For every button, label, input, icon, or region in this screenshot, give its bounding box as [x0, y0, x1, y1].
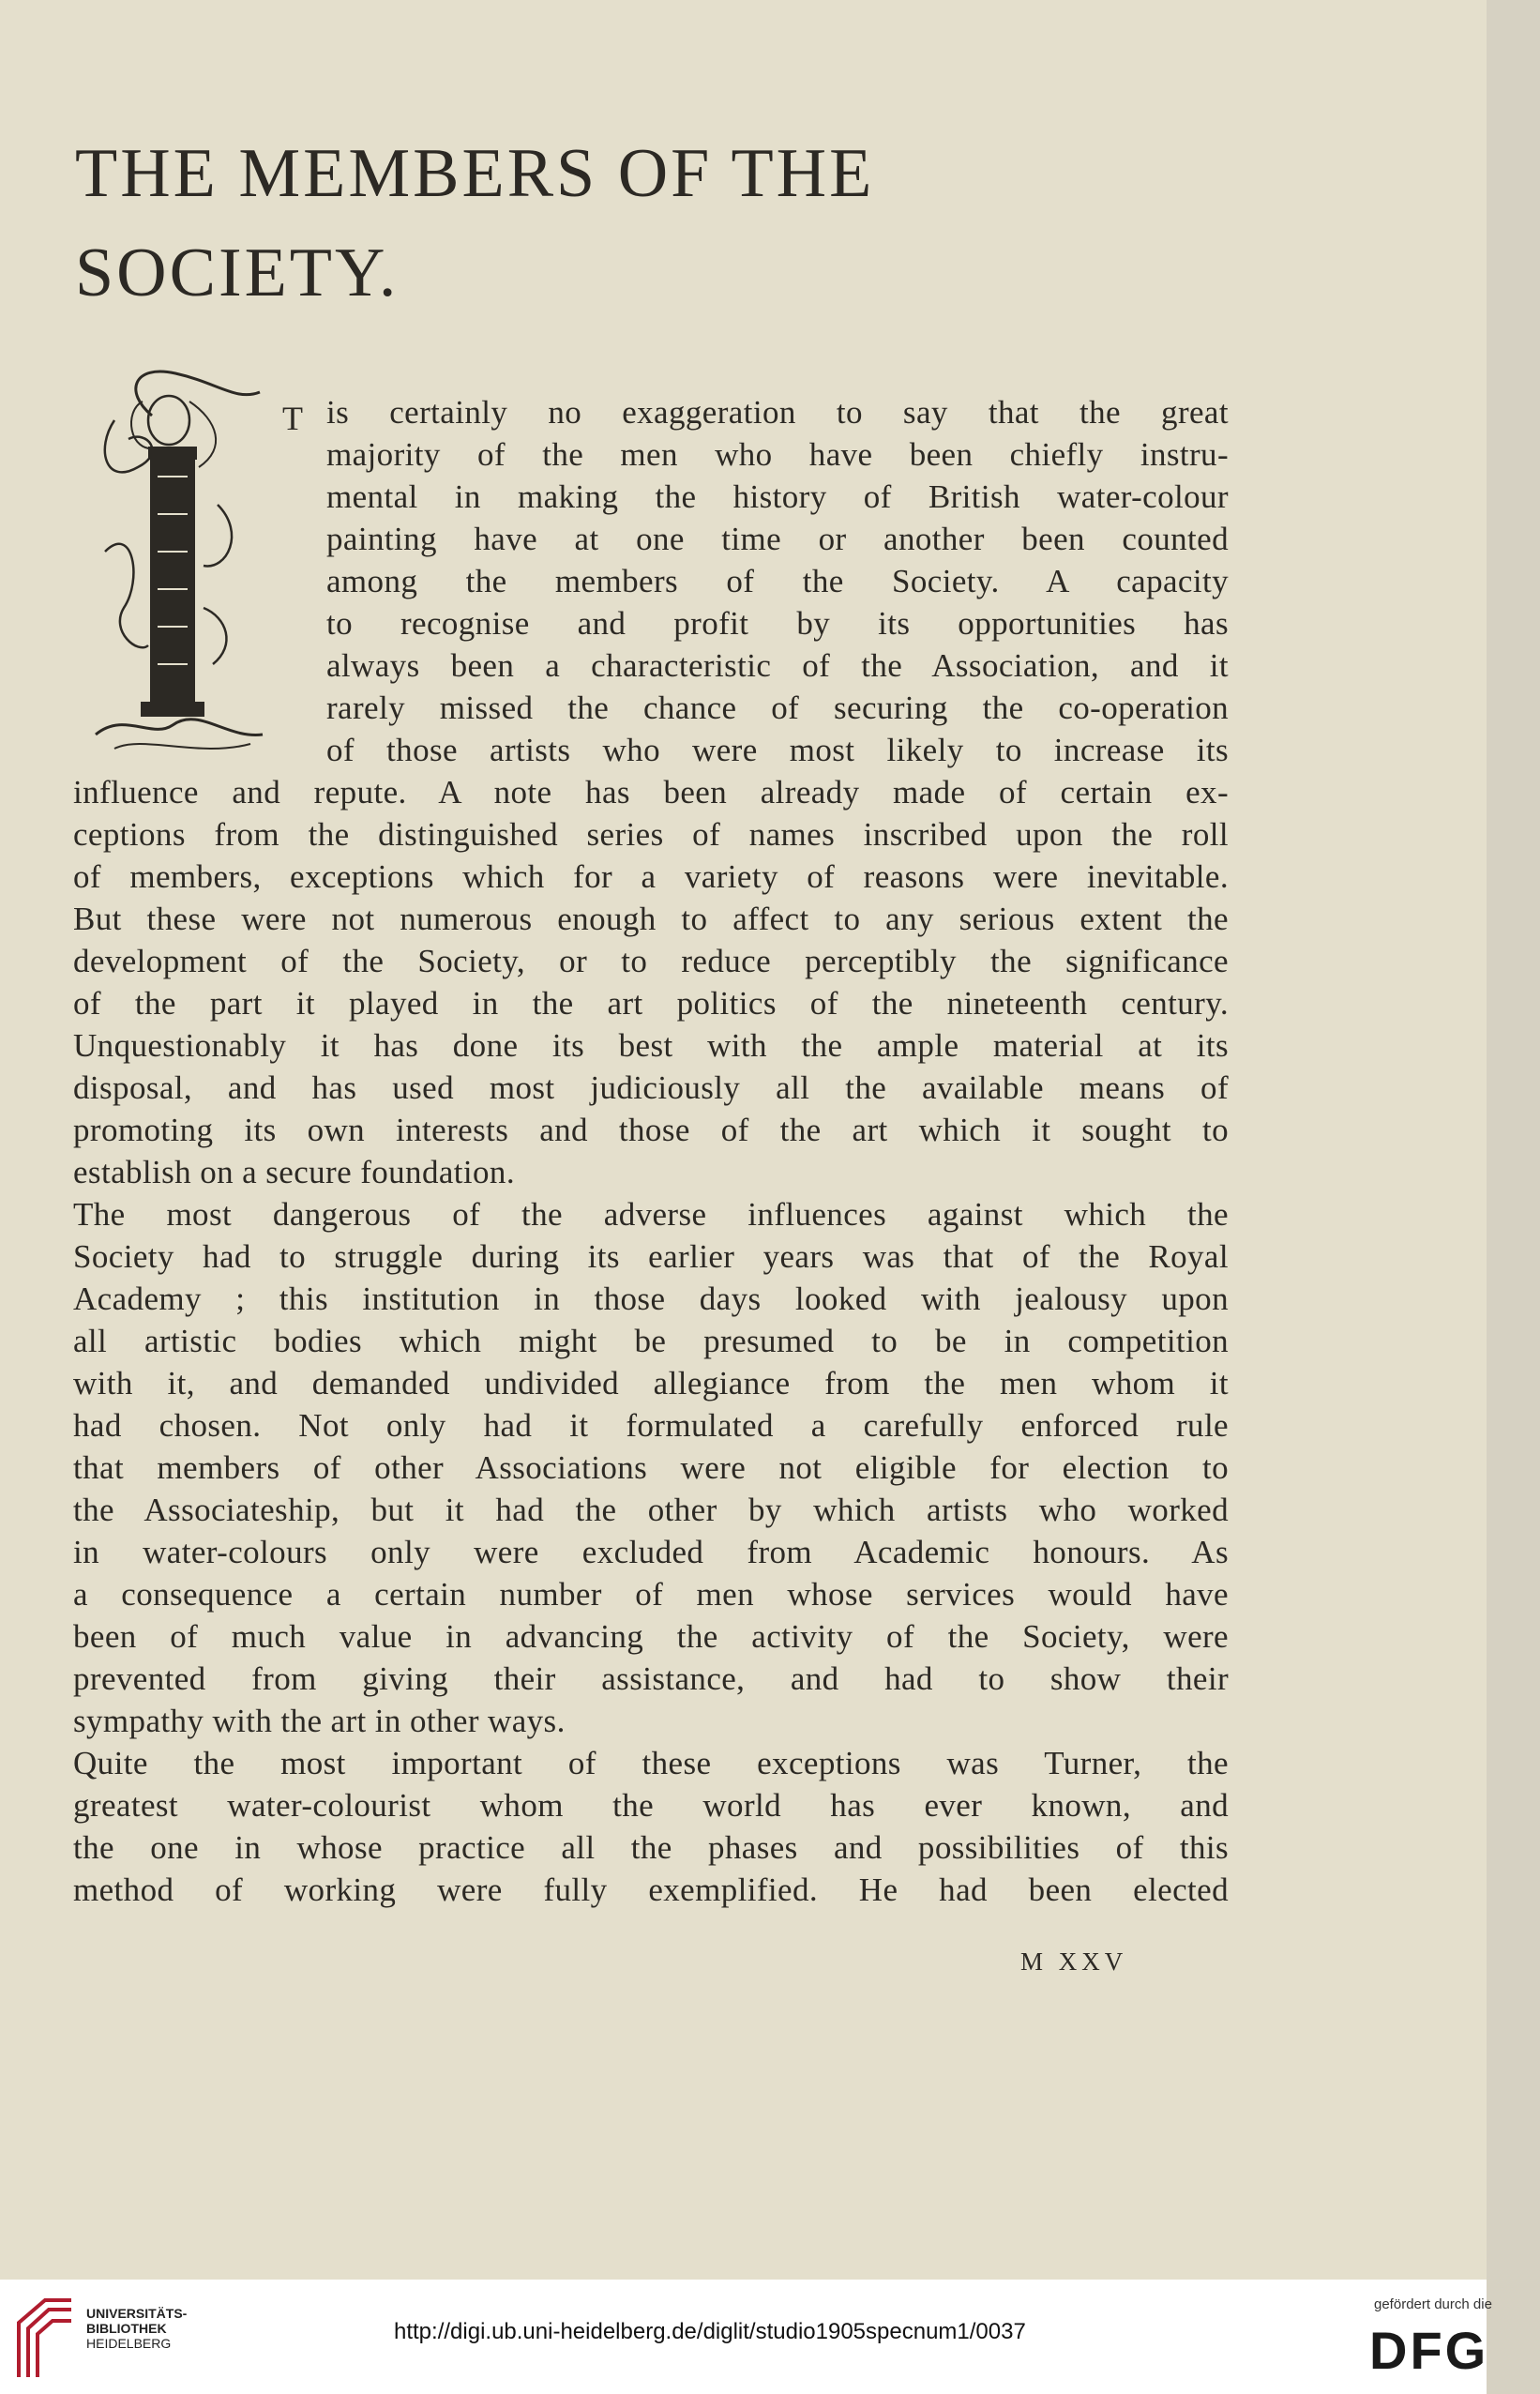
text-line: development of the Society, or to reduce perceptibly the significance	[73, 943, 1229, 979]
permalink-url[interactable]: http://digi.ub.uni-heidelberg.de/diglit/studio1905specnum1/0037	[394, 2319, 1026, 2344]
text-line: establish on a secure foundation.	[73, 1154, 515, 1190]
text-line: a consequence a certain number of men whose services would have	[73, 1576, 1229, 1613]
library-name-line: HEIDELBERG	[86, 2336, 172, 2351]
text-line: Quite the most important of these exceptions was Turner, the	[73, 1745, 1229, 1781]
text-line: of those artists who were most likely to increase its	[326, 732, 1229, 768]
text-line: prevented from giving their assistance, and had to show their	[73, 1660, 1229, 1697]
text-line: among the members of the Society. A capacity	[326, 563, 1229, 599]
text-line: always been a characteristic of the Association, and it	[326, 647, 1229, 684]
library-logo-icon	[13, 2295, 79, 2381]
library-name-line: BIBLIOTHEK	[86, 2321, 167, 2336]
scan-margin	[1487, 0, 1540, 2394]
text-line: painting have at one time or another been counted	[326, 521, 1229, 557]
text-line: disposal, and has used most judiciously all the available means of	[73, 1069, 1229, 1106]
text-line: with it, and demanded undivided allegiance from the men whom it	[73, 1365, 1229, 1402]
text-line: But these were not numerous enough to affect to any serious extent the	[73, 901, 1229, 937]
page-title	[75, 124, 874, 323]
text-line: the Associateship, but it had the other by which artists who worked	[73, 1492, 1229, 1528]
text-line: method of working were fully exemplified. He had been elected	[73, 1871, 1229, 1908]
text-line: sympathy with the art in other ways.	[73, 1703, 566, 1739]
text-line: majority of the men who have been chiefly instru-	[326, 436, 1229, 473]
text-line: that members of other Associations were not eligible for election to	[73, 1449, 1229, 1486]
drop-cap-tail: T	[282, 400, 303, 437]
text-line: mental in making the history of British water-colour	[326, 478, 1229, 515]
text-line: to recognise and profit by its opportunities has	[326, 605, 1229, 642]
text-line: promoting its own interests and those of the art which it sought to	[73, 1112, 1229, 1148]
text-line: influence and repute. A note has been already made of certain ex-	[73, 774, 1229, 811]
text-line: greatest water-colourist whom the world has ever known, and	[73, 1787, 1229, 1824]
text-line: of members, exceptions which for a variety of reasons were inevitable.	[73, 858, 1229, 895]
text-line: is certainly no exaggeration to say that the great	[326, 394, 1229, 431]
text-line: in water-colours only were excluded from Academic honours. As	[73, 1534, 1229, 1570]
sponsor-text: gefördert durch die	[1374, 2296, 1492, 2312]
dfg-logo: DFG	[1369, 2321, 1489, 2380]
ornamental-initial-icon	[86, 364, 264, 767]
text-line: been of much value in advancing the activity of the Society, were	[73, 1618, 1229, 1655]
title-line-1: THE MEMBERS OF THE	[75, 135, 875, 212]
text-line: had chosen. Not only had it formulated a carefully enforced rule	[73, 1407, 1229, 1444]
text-line: all artistic bodies which might be presumed to be in competition	[73, 1323, 1229, 1359]
text-line: Society had to struggle during its earlier years was that of the Royal	[73, 1238, 1229, 1275]
text-line: Unquestionably it has done its best with the ample material at its	[73, 1027, 1229, 1064]
text-line: the one in whose practice all the phases and possibilities of this	[73, 1829, 1229, 1866]
text-line: Academy ; this institution in those days looked with jealousy upon	[73, 1280, 1229, 1317]
title-line-2: SOCIETY.	[75, 235, 400, 311]
text-line: of the part it played in the art politics of the nineteenth century.	[73, 985, 1229, 1022]
text-line: ceptions from the distinguished series of names inscribed upon the roll	[73, 816, 1229, 853]
library-name	[86, 2306, 187, 2351]
text-line: The most dangerous of the adverse influences against which the	[73, 1196, 1229, 1233]
library-name-line: UNIVERSITÄTS-	[86, 2306, 188, 2321]
page-signature: M XXV	[1020, 1947, 1128, 1976]
text-line: rarely missed the chance of securing the co-operation	[326, 689, 1229, 726]
